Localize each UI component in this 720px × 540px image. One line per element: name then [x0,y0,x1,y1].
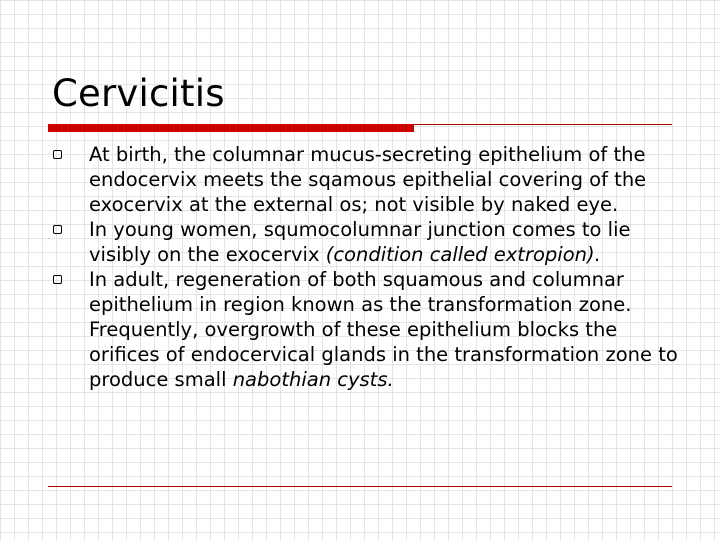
footer-divider [48,486,672,487]
bullet-item [48,217,688,267]
hollow-square-bullet-icon [53,150,62,159]
bullet-item [48,267,688,392]
title-underline-accent [48,124,414,132]
bullet-text: At birth, the columnar mucus-secreting epithelium of the endocervix meets the sqamous epithelial covering of the exocervix at the external os; not visible by naked eye. [89,143,647,216]
bullet-text: In young women, squmocolumnar junction comes to lie visibly on the exocervix [89,218,631,266]
bullet-list [48,142,688,392]
hollow-square-bullet-icon [53,275,62,284]
slide-title: Cervicitis [52,72,225,115]
hollow-square-bullet-icon [53,225,62,234]
bullet-italic-text: (condition called extropion). [325,243,601,266]
bullet-item [48,142,688,217]
bullet-text: In adult, regeneration of both squamous and columnar epithelium in region known as the transformation zone. Frequently, overgrowth of these epithelium blocks the orifices of endocervical glands in the transformation zone to produce small [89,268,678,391]
bullet-italic-text: nabothian cysts. [232,368,394,391]
